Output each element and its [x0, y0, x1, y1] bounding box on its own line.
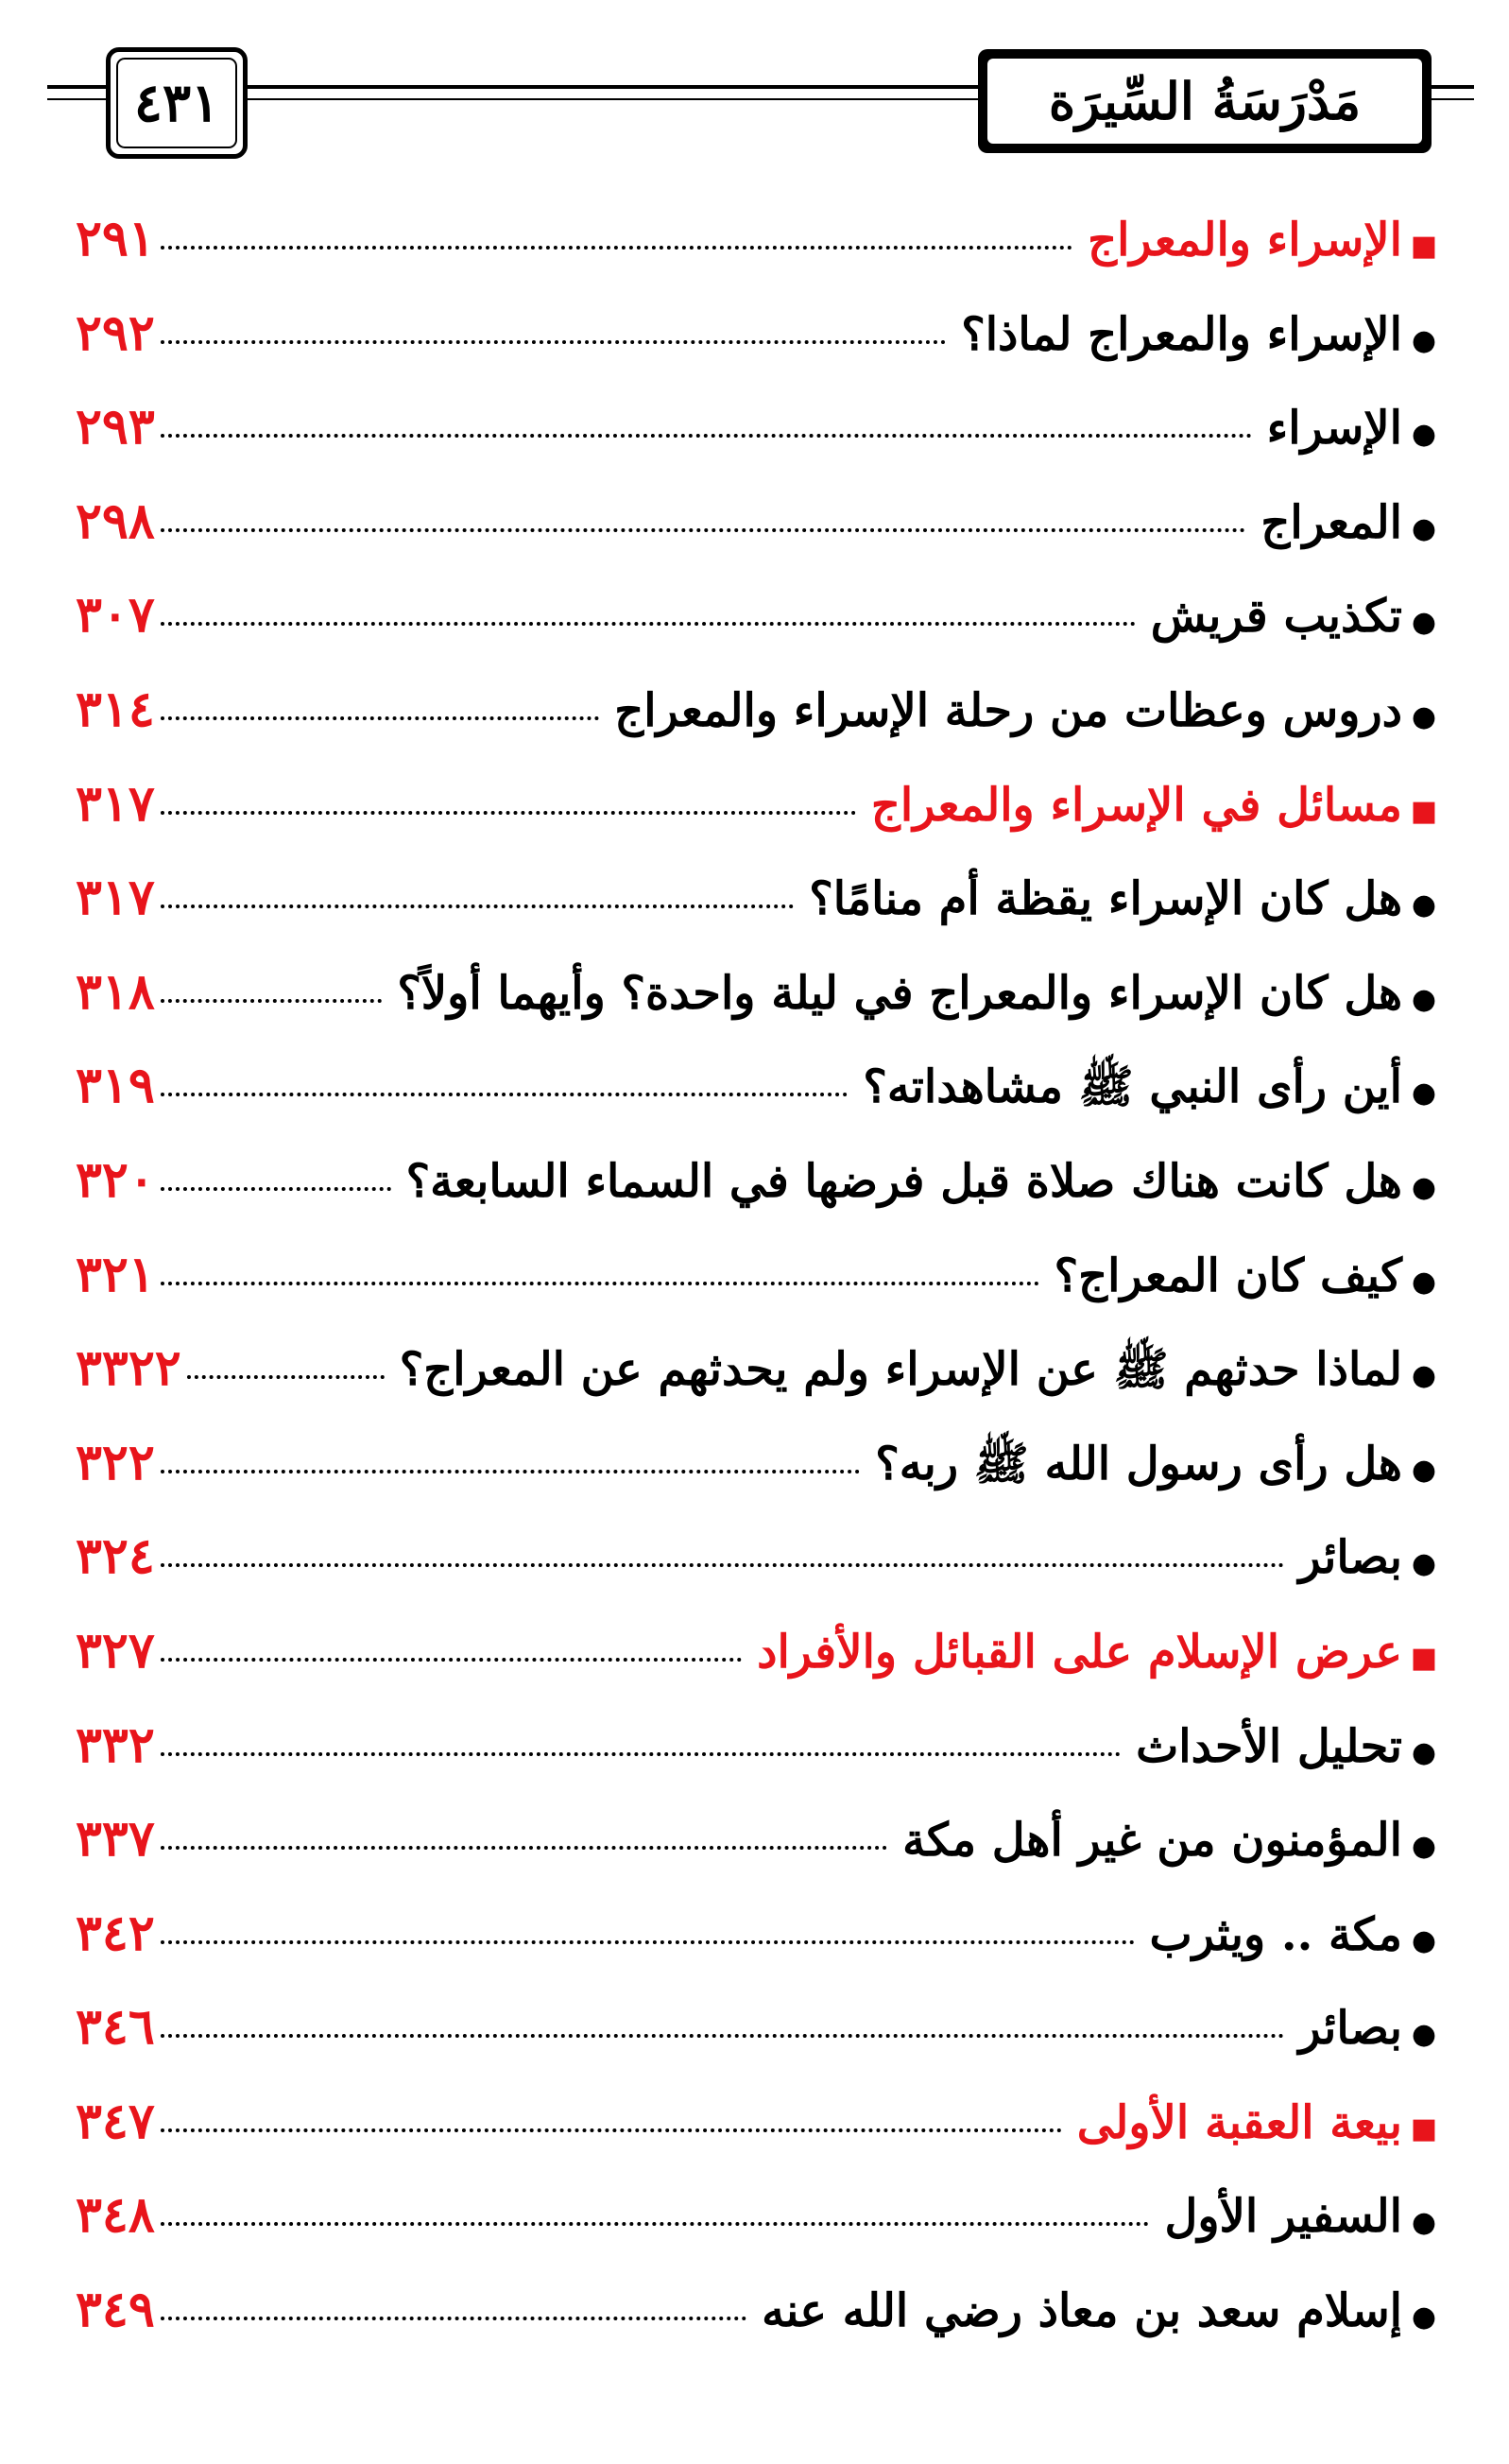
toc-page-number: ٢٩١ [76, 210, 155, 267]
toc-section-row [76, 775, 1446, 870]
toc-page-number: ٣٢٧ [76, 1621, 155, 1680]
toc-item-row [76, 492, 1446, 587]
toc-entry-title: هل كان الإسراء والمعراج في ليلة واحدة؟ وأيهما أولاً؟ [397, 966, 1402, 1020]
toc-section-row [76, 1622, 1446, 1716]
dot-leader [161, 1846, 887, 1850]
bullet-dot-icon: ● [1411, 1735, 1437, 1769]
toc-item-row [76, 1527, 1446, 1622]
bullet-dot-icon: ● [1411, 2300, 1437, 2335]
dot-leader [161, 2034, 1284, 2038]
toc-item-row [76, 963, 1446, 1058]
toc-entry-title: أين رأى النبي ﷺ مشاهداته؟ [863, 1060, 1402, 1114]
toc-page-number: ٣١٧ [76, 869, 155, 927]
toc-item-row [76, 681, 1446, 775]
book-title: مَدْرَسَةُ السِّيرَة [1048, 71, 1362, 131]
toc-entry-title: الإسراء والمعراج لماذا؟ [961, 307, 1402, 361]
bullet-dot-icon: ● [1411, 1170, 1437, 1204]
dot-leader [161, 1752, 1121, 1756]
dot-leader [161, 905, 795, 908]
toc-entry-title: دروس وعظات من رحلة الإسراء والمعراج [614, 683, 1402, 737]
toc-entry-title: هل كان الإسراء يقظة أم منامًا؟ [809, 872, 1402, 926]
toc-item-row [76, 304, 1446, 399]
dot-leader [161, 622, 1136, 626]
toc-entry-title: بصائر [1298, 2002, 1402, 2056]
bullet-dot-icon: ● [1411, 1830, 1437, 1864]
dot-leader [161, 1282, 1039, 1285]
toc-section-row [76, 210, 1446, 304]
dot-leader [161, 1940, 1135, 1944]
toc-item-row [76, 1998, 1446, 2093]
section-square-icon: ■ [1410, 230, 1438, 263]
dot-leader [161, 1563, 1284, 1567]
toc-item-row [76, 1434, 1446, 1528]
toc-entry-title: مسائل في الإسراء والمعراج [870, 778, 1402, 832]
page-number-frame [106, 47, 248, 159]
toc-item-row [76, 2281, 1446, 2375]
bullet-dot-icon: ● [1411, 982, 1437, 1016]
bullet-dot-icon: ● [1411, 511, 1437, 545]
toc-entry-title: الإسراء والمعراج [1088, 214, 1402, 267]
bullet-dot-icon: ● [1411, 1923, 1437, 1957]
toc-item-row [76, 1904, 1446, 1999]
toc-page-number: ٣٣٧ [76, 1810, 155, 1869]
toc-page-number: ٣٤٨ [76, 2186, 155, 2245]
toc-entry-title: لماذا حدثهم ﷺ عن الإسراء ولم يحدثهم عن المعراج؟ [399, 1343, 1402, 1397]
toc-page-number: ٢٩٨ [76, 491, 155, 550]
book-title-frame [978, 49, 1432, 153]
toc-entry-title: هل رأى رسول الله ﷺ ربه؟ [875, 1437, 1402, 1490]
toc-page-number: ٣٢١ [76, 1245, 155, 1303]
dot-leader [161, 528, 1246, 532]
page-number: ٤٣١ [133, 72, 220, 134]
toc-entry-title: المؤمنون من غير أهل مكة [902, 1814, 1402, 1868]
dot-leader [161, 1658, 742, 1662]
toc-entry-title: كيف كان المعراج؟ [1054, 1249, 1402, 1302]
toc-entry-title: إسلام سعد بن معاذ رضي الله عنه [762, 2284, 1402, 2338]
toc-page-number: ٣١٨ [76, 962, 155, 1021]
bullet-dot-icon: ● [1411, 1077, 1437, 1111]
toc-page-number: ٢٩٣ [76, 398, 155, 457]
toc-entry-title: عرض الإسلام على القبائل والأفراد [757, 1625, 1402, 1679]
toc-page-number: ٣٤٩ [76, 2281, 155, 2339]
bullet-dot-icon: ● [1411, 2206, 1437, 2240]
toc-page-number: ٣١٧ [76, 774, 155, 833]
toc-page-number: ٣٠٧ [76, 586, 155, 645]
toc-entry-title: هل كانت هناك صلاة قبل فرضها في السماء السابعة؟ [405, 1154, 1402, 1208]
toc-entry-title: بيعة العقبة الأولى [1076, 2095, 1402, 2149]
dot-leader [161, 716, 599, 720]
bullet-dot-icon: ● [1411, 1453, 1437, 1487]
toc-item-row [76, 1716, 1446, 1811]
toc-page-number: ٢٩٢ [76, 303, 155, 362]
dot-leader [161, 999, 383, 1003]
page-header [47, 36, 1474, 168]
dot-leader [161, 811, 856, 815]
toc-page-number: ٣١٩ [76, 1057, 155, 1115]
toc-entry-title: بصائر [1298, 1531, 1402, 1585]
toc-page-number: ٣٢٤ [76, 1527, 155, 1586]
table-of-contents [76, 210, 1446, 2375]
dot-leader [161, 246, 1072, 250]
toc-page-number: ٣٤٧ [76, 2092, 155, 2150]
toc-item-row [76, 1810, 1446, 1904]
dot-leader [161, 1093, 849, 1096]
section-square-icon: ■ [1410, 794, 1438, 828]
toc-item-row [76, 1057, 1446, 1151]
toc-section-row [76, 2093, 1446, 2187]
toc-page-number: ٣٣٢٢ [76, 1339, 181, 1398]
toc-entry-title: مكة .. ويثرب [1149, 1907, 1402, 1961]
bullet-dot-icon: ● [1411, 1359, 1437, 1393]
dot-leader [187, 1375, 385, 1379]
toc-item-row [76, 2186, 1446, 2281]
toc-entry-title: السفير الأول [1164, 2190, 1402, 2244]
bullet-dot-icon: ● [1411, 1265, 1437, 1299]
bullet-dot-icon: ● [1411, 2018, 1437, 2052]
toc-page-number: ٣٢٠ [76, 1150, 155, 1209]
toc-page-number: ٣٤٢ [76, 1904, 155, 1962]
toc-page-number: ٣٣٢ [76, 1715, 155, 1774]
toc-item-row [76, 1339, 1446, 1434]
toc-entry-title: تكذيب قريش [1150, 590, 1402, 644]
bullet-dot-icon: ● [1411, 606, 1437, 640]
bullet-dot-icon: ● [1411, 323, 1437, 357]
bullet-dot-icon: ● [1411, 699, 1437, 733]
toc-item-row [76, 398, 1446, 492]
dot-leader [161, 2317, 746, 2320]
dot-leader [161, 340, 946, 344]
toc-item-row [76, 1151, 1446, 1246]
section-square-icon: ■ [1410, 1641, 1438, 1675]
toc-entry-title: المعراج [1260, 495, 1402, 549]
toc-item-row [76, 869, 1446, 963]
dot-leader [161, 1470, 861, 1473]
toc-item-row [76, 1246, 1446, 1340]
toc-entry-title: الإسراء [1266, 402, 1402, 456]
bullet-dot-icon: ● [1411, 418, 1437, 452]
toc-page-number: ٣١٤ [76, 680, 155, 738]
section-square-icon: ■ [1410, 2111, 1438, 2145]
bullet-dot-icon: ● [1411, 1547, 1437, 1581]
toc-page-number: ٣٢٢ [76, 1433, 155, 1491]
dot-leader [161, 2128, 1062, 2132]
toc-entry-title: تحليل الأحداث [1136, 1719, 1402, 1773]
bullet-dot-icon: ● [1411, 888, 1437, 922]
dot-leader [161, 1187, 391, 1191]
dot-leader [161, 2222, 1150, 2226]
toc-item-row [76, 586, 1446, 681]
toc-page-number: ٣٤٦ [76, 1998, 155, 2057]
dot-leader [161, 434, 1252, 438]
